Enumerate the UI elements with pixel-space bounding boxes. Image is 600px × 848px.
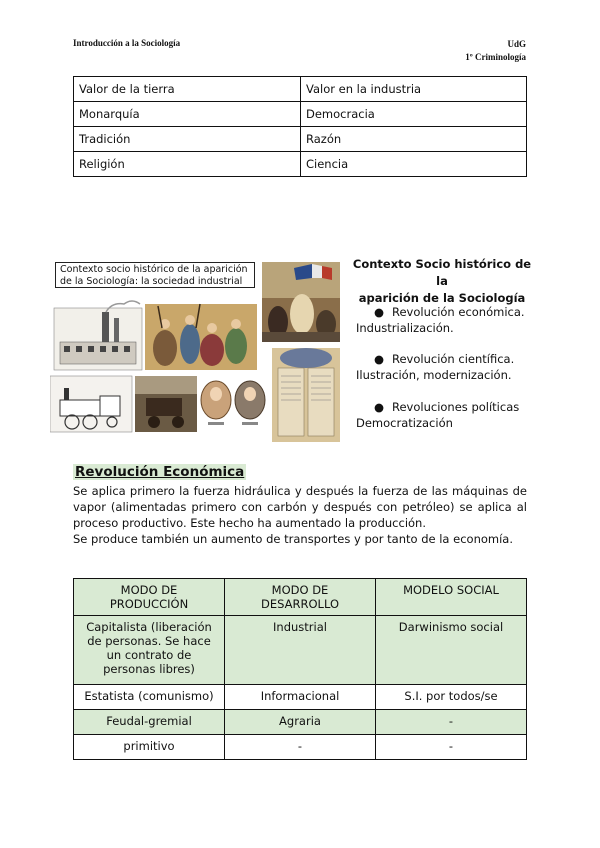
production-table: [73, 578, 527, 760]
table-cell: Capitalista (liberación de personas. Se hace un contrato de personas libres): [74, 616, 225, 685]
header-institution: [465, 38, 526, 64]
collage-caption-line2: de la Sociología: la sociedad industrial: [60, 276, 243, 287]
list-item-line1: Revolución económica.: [392, 305, 525, 319]
factory-illustration: [54, 301, 142, 370]
table-cell: Religión: [74, 152, 301, 177]
bullet-icon: ●: [373, 352, 384, 366]
list-item: [356, 351, 536, 383]
bullet-icon: ●: [373, 305, 384, 319]
comparison-table: [73, 76, 527, 177]
table-row: [74, 127, 527, 152]
section-paragraph-1: Se aplica primero la fuerza hidráulica y después la fuerza de las máquinas de vapor (alimentadas primero con carbón y después con petróleo) se aplica al proceso productivo. Este hecho ha aumentado la producción.: [73, 484, 527, 530]
table-row: [74, 710, 527, 735]
list-item-line2: Democratización: [356, 416, 453, 430]
list-item-line2: Ilustración, modernización.: [356, 368, 512, 382]
bullet-icon: ●: [373, 400, 384, 414]
section-paragraph-2: Se produce también un aumento de transportes y por tanto de la economía.: [73, 532, 513, 546]
steam-machine-photo: [135, 376, 197, 432]
table-cell: S.I. por todos/se: [376, 685, 527, 710]
table-row: [74, 77, 527, 102]
header-degree: 1º Criminología: [465, 52, 526, 62]
table-row: [74, 152, 527, 177]
table-cell: Monarquía: [74, 102, 301, 127]
table-cell: -: [376, 710, 527, 735]
crowd-painting: [145, 304, 257, 370]
table-header-row: [74, 579, 527, 616]
table-header-cell: MODELO SOCIAL: [376, 579, 527, 616]
table-cell: Agraria: [225, 710, 376, 735]
table-row: [74, 102, 527, 127]
table-cell: Informacional: [225, 685, 376, 710]
table-header-cell: MODO DE PRODUCCIÓN: [74, 579, 225, 616]
table-cell: Democracia: [301, 102, 527, 127]
table-row: [74, 735, 527, 760]
collage-caption: [55, 262, 255, 288]
table-cell: Estatista (comunismo): [74, 685, 225, 710]
header-course: Introducción a la Sociología: [73, 38, 181, 48]
table-cell: -: [376, 735, 527, 760]
collage-caption-line1: Contexto socio histórico de la aparición: [60, 264, 248, 275]
list-item-line1: Revolución científica.: [392, 352, 515, 366]
table-row: [74, 685, 527, 710]
portraits: [200, 376, 268, 432]
table-cell: Feudal-gremial: [74, 710, 225, 735]
table-row: [74, 616, 527, 685]
declaration-rights-document: [272, 348, 340, 442]
table-cell: Valor en la industria: [301, 77, 527, 102]
table-cell: primitivo: [74, 735, 225, 760]
list-item-line2: Industrialización.: [356, 321, 454, 335]
context-title: [352, 256, 532, 307]
context-title-line1: Contexto Socio histórico de la: [352, 257, 532, 288]
table-cell: Industrial: [225, 616, 376, 685]
header-university: UdG: [507, 39, 526, 49]
table-cell: Razón: [301, 127, 527, 152]
context-title-line2: aparición de la Sociología: [358, 291, 526, 305]
list-item-line1: Revoluciones políticas: [392, 400, 520, 414]
list-item: [356, 399, 536, 431]
table-cell: -: [225, 735, 376, 760]
table-header-cell: MODO DE DESARROLLO: [225, 579, 376, 616]
section-title: Revolución Económica: [75, 464, 245, 480]
table-cell: Ciencia: [301, 152, 527, 177]
locomotive-illustration: [50, 376, 132, 432]
list-item: [356, 304, 536, 336]
table-cell: Darwinismo social: [376, 616, 527, 685]
liberty-painting: [262, 262, 340, 342]
table-cell: Tradición: [74, 127, 301, 152]
table-cell: Valor de la tierra: [74, 77, 301, 102]
